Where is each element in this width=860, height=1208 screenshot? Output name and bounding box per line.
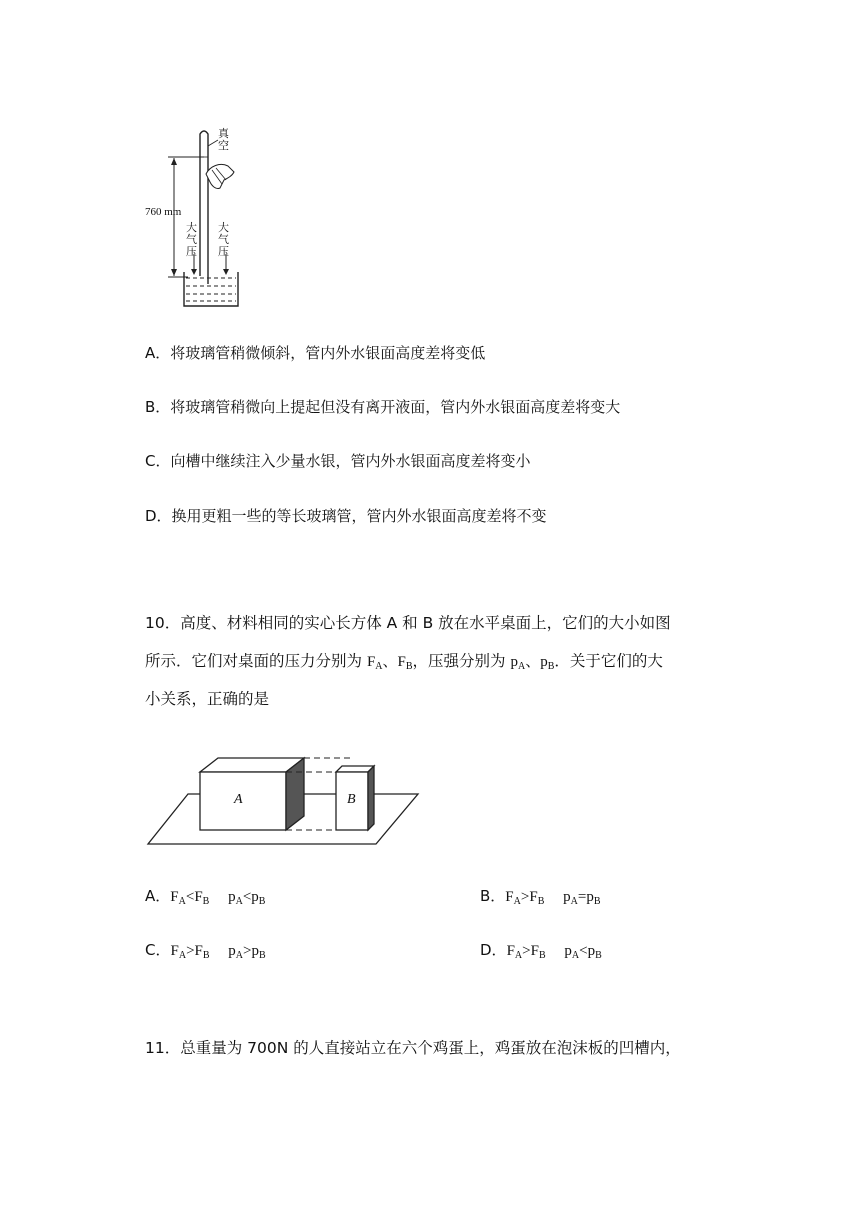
- atmospheric-pressure-left-label: 大气压: [186, 221, 197, 258]
- q10-line-3: 小关系，正确的是: [145, 690, 270, 708]
- q10-option-c: C．$F_A>F_B$ $p_A>p_B$: [145, 941, 266, 961]
- blocks-figure: [140, 750, 430, 850]
- q9-option-d: D．换用更粗一些的等长玻璃管，管内外水银面高度差将不变: [145, 507, 547, 525]
- block-a-label: A: [234, 792, 243, 807]
- q10-option-a: A．$F_A<F_B$ $p_A<p_B$: [145, 887, 266, 907]
- height-label: 760 mm: [145, 206, 182, 218]
- atmospheric-pressure-right-label: 大气压: [218, 221, 229, 258]
- torricelli-figure: [140, 126, 260, 310]
- q9-option-b: B．将玻璃管稍微向上提起但没有离开液面，管内外水银面高度差将变大: [145, 398, 621, 416]
- q9-option-c: C．向槽中继续注入少量水银，管内外水银面高度差将变小: [145, 452, 531, 470]
- vacuum-label: 真空: [218, 127, 229, 152]
- q10-option-b: B．$F_A>F_B$ $p_A=p_B$: [480, 887, 601, 907]
- q10-line-1: 10．高度、材料相同的实心长方体 A 和 B 放在水平桌面上，它们的大小如图: [145, 614, 671, 632]
- q9-option-a: A．将玻璃管稍微倾斜，管内外水银面高度差将变低: [145, 344, 486, 362]
- q11-line-1: 11．总重量为 700N 的人直接站立在六个鸡蛋上，鸡蛋放在泡沫板的凹槽内，: [145, 1039, 681, 1057]
- block-b-label: B: [347, 792, 356, 807]
- q10-line-2: 所示．它们对桌面的压力分别为 $F_A$、$F_B$，压强分别为 $p_A$、$p_B$．关于它们的大: [145, 652, 663, 672]
- q10-option-d: D．$F_A>F_B$ $p_A<p_B$: [480, 941, 602, 961]
